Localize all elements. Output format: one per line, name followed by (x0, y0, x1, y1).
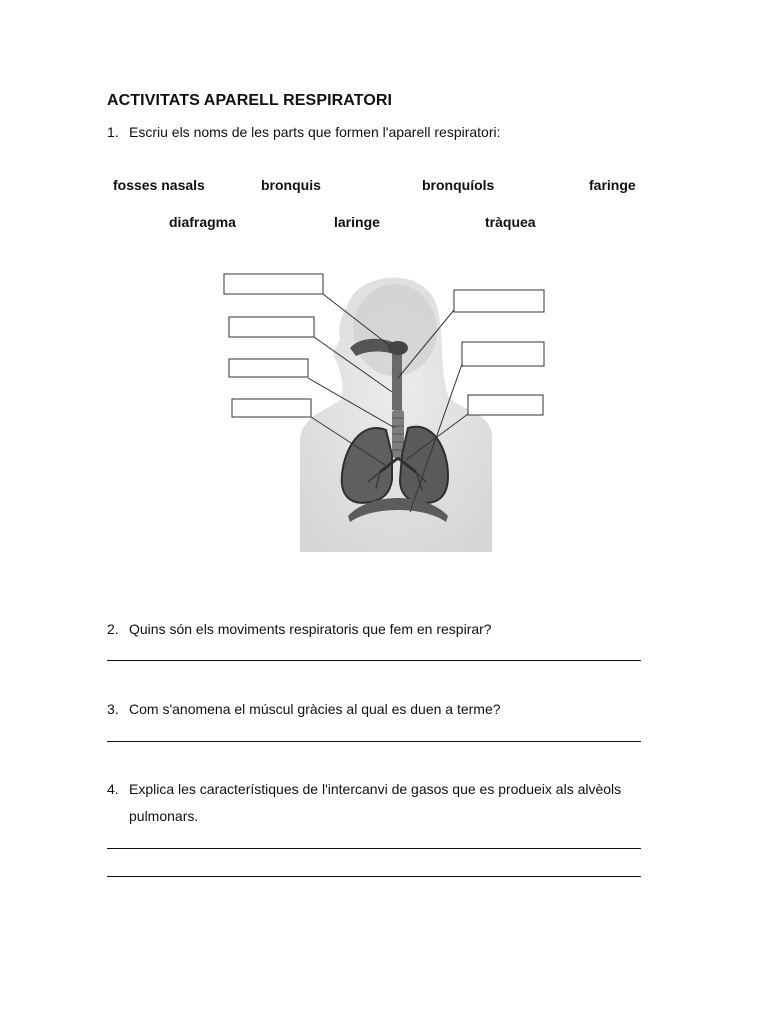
answer-line[interactable] (107, 876, 641, 877)
answer-line[interactable] (107, 741, 641, 742)
answer-line[interactable] (107, 660, 641, 661)
question-2-number: 2. (107, 621, 119, 637)
answer-line[interactable] (107, 848, 641, 849)
word-bank-item: tràquea (485, 214, 536, 230)
word-bank-item: laringe (334, 214, 380, 230)
label-box[interactable] (229, 317, 314, 337)
word-bank-item: diafragma (169, 214, 236, 230)
word-bank-item: bronquíols (422, 177, 495, 193)
question-3-number: 3. (107, 701, 119, 717)
word-bank-item: bronquis (261, 177, 321, 193)
label-box[interactable] (454, 290, 544, 312)
question-4-continued: pulmonars. (129, 808, 199, 824)
question-1 (107, 123, 501, 141)
question-4 (107, 780, 621, 798)
question-4-number: 4. (107, 781, 119, 797)
word-bank-item: faringe (589, 177, 636, 193)
question-1-number: 1. (107, 124, 119, 140)
respiratory-diagram (210, 260, 550, 560)
question-2 (107, 620, 492, 638)
question-3 (107, 700, 501, 718)
label-box[interactable] (232, 399, 311, 417)
question-4-text: Explica les característiques de l'intercanvi de gasos que es produeix als alvèols (129, 781, 622, 797)
word-bank-item: fosses nasals (113, 177, 205, 193)
pharynx (392, 352, 402, 410)
label-box[interactable] (462, 342, 544, 366)
label-box[interactable] (224, 274, 323, 294)
label-box[interactable] (468, 395, 543, 415)
question-3-text: Com s'anomena el múscul gràcies al qual es duen a terme? (129, 701, 501, 717)
worksheet-title: ACTIVITATS APARELL RESPIRATORI (107, 92, 393, 109)
question-1-text: Escriu els noms de les parts que formen l'aparell respiratori: (129, 124, 501, 140)
question-2-text: Quins són els moviments respiratoris que fem en respirar? (129, 621, 492, 637)
label-box[interactable] (229, 359, 308, 377)
